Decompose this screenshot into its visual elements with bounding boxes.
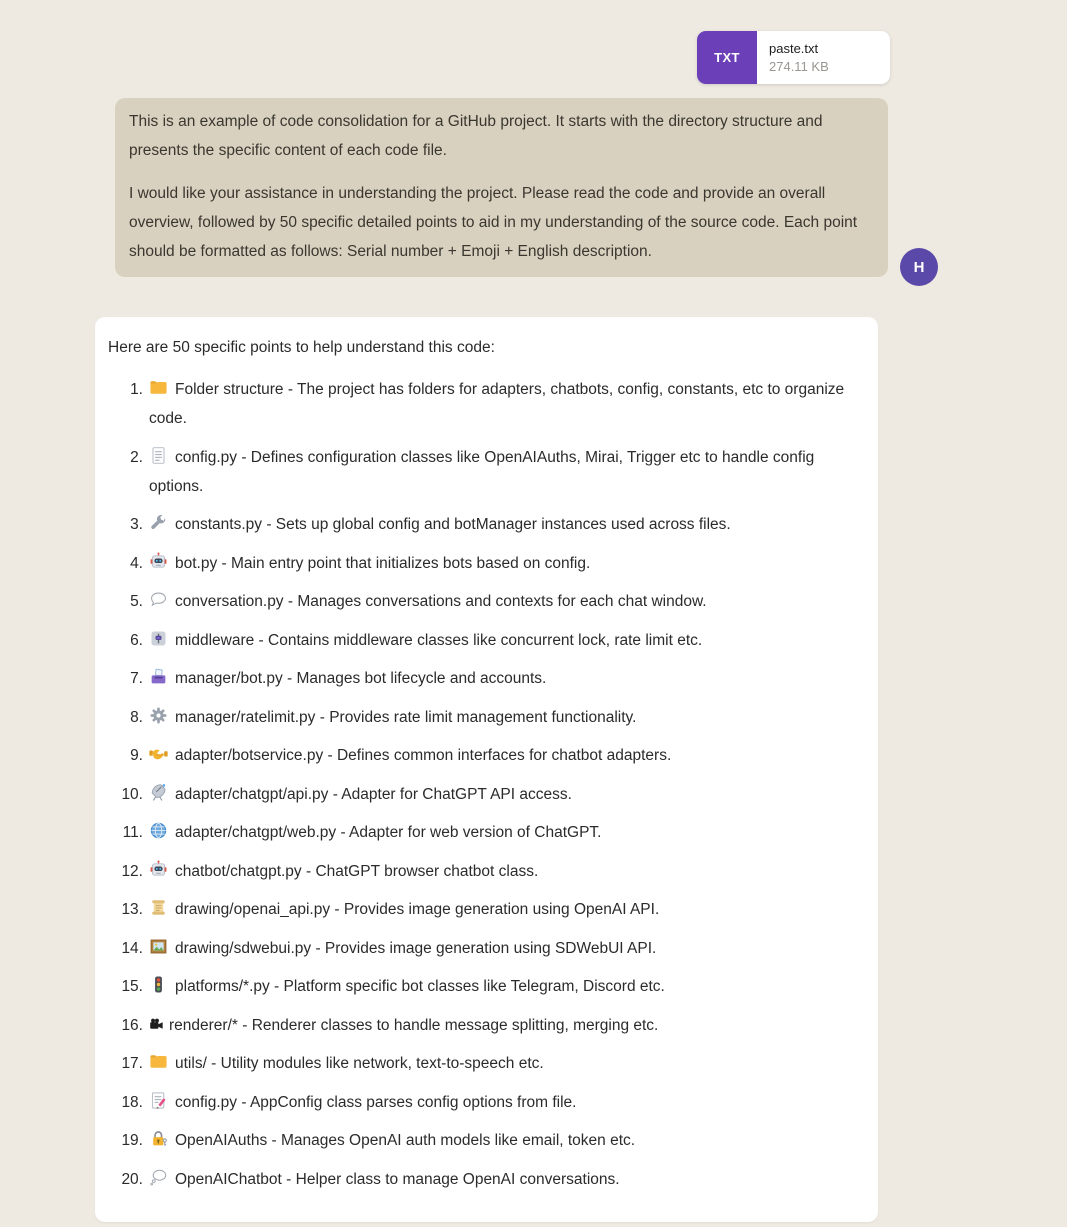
list-item	[108, 375, 865, 433]
item-text: adapter/botservice.py - Defines common interfaces for chatbot adapters.	[175, 747, 672, 764]
globe-icon	[149, 821, 168, 840]
list-item	[108, 895, 865, 924]
item-number: 3.	[130, 516, 143, 533]
item-content	[149, 510, 865, 539]
list-item	[108, 664, 865, 693]
framed-picture-icon	[149, 937, 168, 956]
avatar-initial: H	[913, 258, 925, 276]
assistant-message-card	[95, 317, 878, 1222]
item-content	[149, 895, 865, 924]
list-item	[108, 934, 865, 963]
file-type-badge: TXT	[697, 31, 757, 84]
list-item	[108, 703, 865, 732]
list-item	[108, 818, 865, 847]
robot-icon	[149, 552, 168, 571]
robot-icon	[149, 860, 168, 879]
user-avatar	[900, 248, 938, 286]
item-number: 18.	[121, 1093, 143, 1111]
item-number: 4.	[130, 554, 143, 572]
item-content	[149, 818, 865, 847]
speech-bubble-icon	[149, 590, 168, 609]
item-text: chatbot/chatgpt.py - ChatGPT browser chatbot class.	[175, 862, 539, 880]
list-item	[108, 1165, 865, 1194]
list-item	[108, 857, 865, 886]
list-item	[108, 626, 865, 655]
item-content	[149, 1088, 865, 1117]
item-number: 14.	[121, 939, 143, 957]
assistant-intro: Here are 50 specific points to help understand this code:	[108, 339, 495, 356]
item-text: conversation.py - Manages conversations and contexts for each chat window.	[175, 593, 707, 610]
item-text: constants.py - Sets up global config and botManager instances used across files.	[175, 516, 731, 533]
item-text: Folder structure - The project has folders for adapters, chatbots, config, constants, etc to organize code.	[149, 381, 845, 427]
list-item	[108, 549, 865, 578]
item-number: 9.	[130, 747, 143, 764]
item-content	[149, 1126, 865, 1155]
item-number: 12.	[121, 862, 143, 880]
item-text: OpenAIChatbot - Helper class to manage OpenAI conversations.	[175, 1170, 620, 1188]
item-number: 13.	[121, 901, 143, 918]
item-number: 19.	[121, 1132, 143, 1149]
folder-icon	[149, 378, 168, 397]
item-number: 10.	[121, 785, 143, 803]
file-attachment-card[interactable]	[697, 31, 890, 84]
wrench-icon	[149, 513, 168, 532]
memo-icon	[149, 1091, 168, 1110]
movie-camera-icon	[149, 1017, 164, 1032]
item-content	[149, 626, 865, 655]
file-size: 274.11 KB	[769, 58, 829, 74]
satellite-antenna-icon	[149, 783, 168, 802]
user-message-bubble	[115, 98, 888, 277]
list-item	[108, 741, 865, 770]
item-number: 8.	[130, 708, 143, 726]
folder-icon	[149, 1052, 168, 1071]
item-text: config.py - Defines configuration classes like OpenAIAuths, Mirai, Trigger etc to handle config options.	[149, 448, 815, 495]
item-text: bot.py - Main entry point that initializes bots based on config.	[175, 554, 591, 572]
item-text: manager/bot.py - Manages bot lifecycle and accounts.	[175, 670, 547, 687]
item-text: adapter/chatgpt/web.py - Adapter for web version of ChatGPT.	[175, 824, 602, 841]
lock-key-icon	[149, 1129, 168, 1148]
list-item	[108, 972, 865, 1001]
gear-icon	[149, 706, 168, 725]
scroll-icon	[149, 898, 168, 917]
item-content	[149, 549, 865, 578]
page-icon	[149, 446, 168, 465]
list-item	[108, 443, 865, 501]
item-content	[149, 972, 865, 1001]
item-content	[149, 443, 865, 501]
item-content	[149, 934, 865, 963]
item-text: drawing/sdwebui.py - Provides image generation using SDWebUI API.	[175, 939, 657, 957]
item-text: renderer/* - Renderer classes to handle message splitting, merging etc.	[169, 1016, 659, 1034]
list-item	[108, 587, 865, 616]
user-message-paragraph: This is an example of code consolidation for a GitHub project. It starts with the directory structure and presents the specific content of each code file.	[129, 113, 823, 159]
item-number: 2.	[130, 448, 143, 466]
file-name: paste.txt	[769, 40, 819, 56]
points-list	[108, 375, 865, 1194]
item-number: 20.	[121, 1170, 143, 1188]
thought-bubble-icon	[149, 1168, 168, 1187]
item-text: config.py - AppConfig class parses config options from file.	[175, 1093, 577, 1111]
ballot-box-icon	[149, 667, 168, 686]
item-text: platforms/*.py - Platform specific bot classes like Telegram, Discord etc.	[175, 978, 665, 995]
item-number: 5.	[130, 593, 143, 610]
item-content	[149, 587, 865, 616]
list-item	[108, 780, 865, 809]
item-content	[149, 1049, 865, 1078]
item-content	[149, 703, 865, 732]
item-content	[149, 741, 865, 770]
list-item	[108, 1088, 865, 1117]
item-text: drawing/openai_api.py - Provides image generation using OpenAI API.	[175, 901, 660, 918]
item-number: 17.	[121, 1055, 143, 1072]
item-content	[149, 664, 865, 693]
item-text: middleware - Contains middleware classes like concurrent lock, rate limit etc.	[175, 631, 703, 649]
item-content	[149, 857, 865, 886]
level-slider-icon	[149, 629, 168, 648]
list-item	[108, 1126, 865, 1155]
item-number: 1.	[130, 381, 143, 398]
item-content	[149, 375, 865, 433]
item-text: adapter/chatgpt/api.py - Adapter for ChatGPT API access.	[175, 785, 572, 803]
item-text: manager/ratelimit.py - Provides rate limit management functionality.	[175, 708, 637, 726]
item-number: 15.	[121, 978, 143, 995]
handshake-icon	[149, 744, 168, 763]
traffic-light-icon	[149, 975, 168, 994]
item-number: 6.	[130, 631, 143, 649]
item-number: 11.	[122, 824, 143, 841]
list-item	[108, 1049, 865, 1078]
item-content	[149, 1165, 865, 1194]
item-text: OpenAIAuths - Manages OpenAI auth models like email, token etc.	[175, 1132, 636, 1149]
user-message-paragraph: I would like your assistance in understanding the project. Please read the code and provide an overall overview, followed by 50 specific detailed points to aid in my understanding of the source code. Each point should be formatted as follows: Serial number + Emoji + English description.	[129, 185, 858, 260]
item-content	[149, 780, 865, 809]
item-text: utils/ - Utility modules like network, text-to-speech etc.	[175, 1055, 544, 1072]
file-meta	[757, 31, 841, 84]
list-item	[108, 510, 865, 539]
item-number: 16.	[121, 1016, 143, 1034]
list-item	[108, 1011, 865, 1040]
item-content	[149, 1011, 865, 1040]
item-number: 7.	[130, 670, 143, 687]
